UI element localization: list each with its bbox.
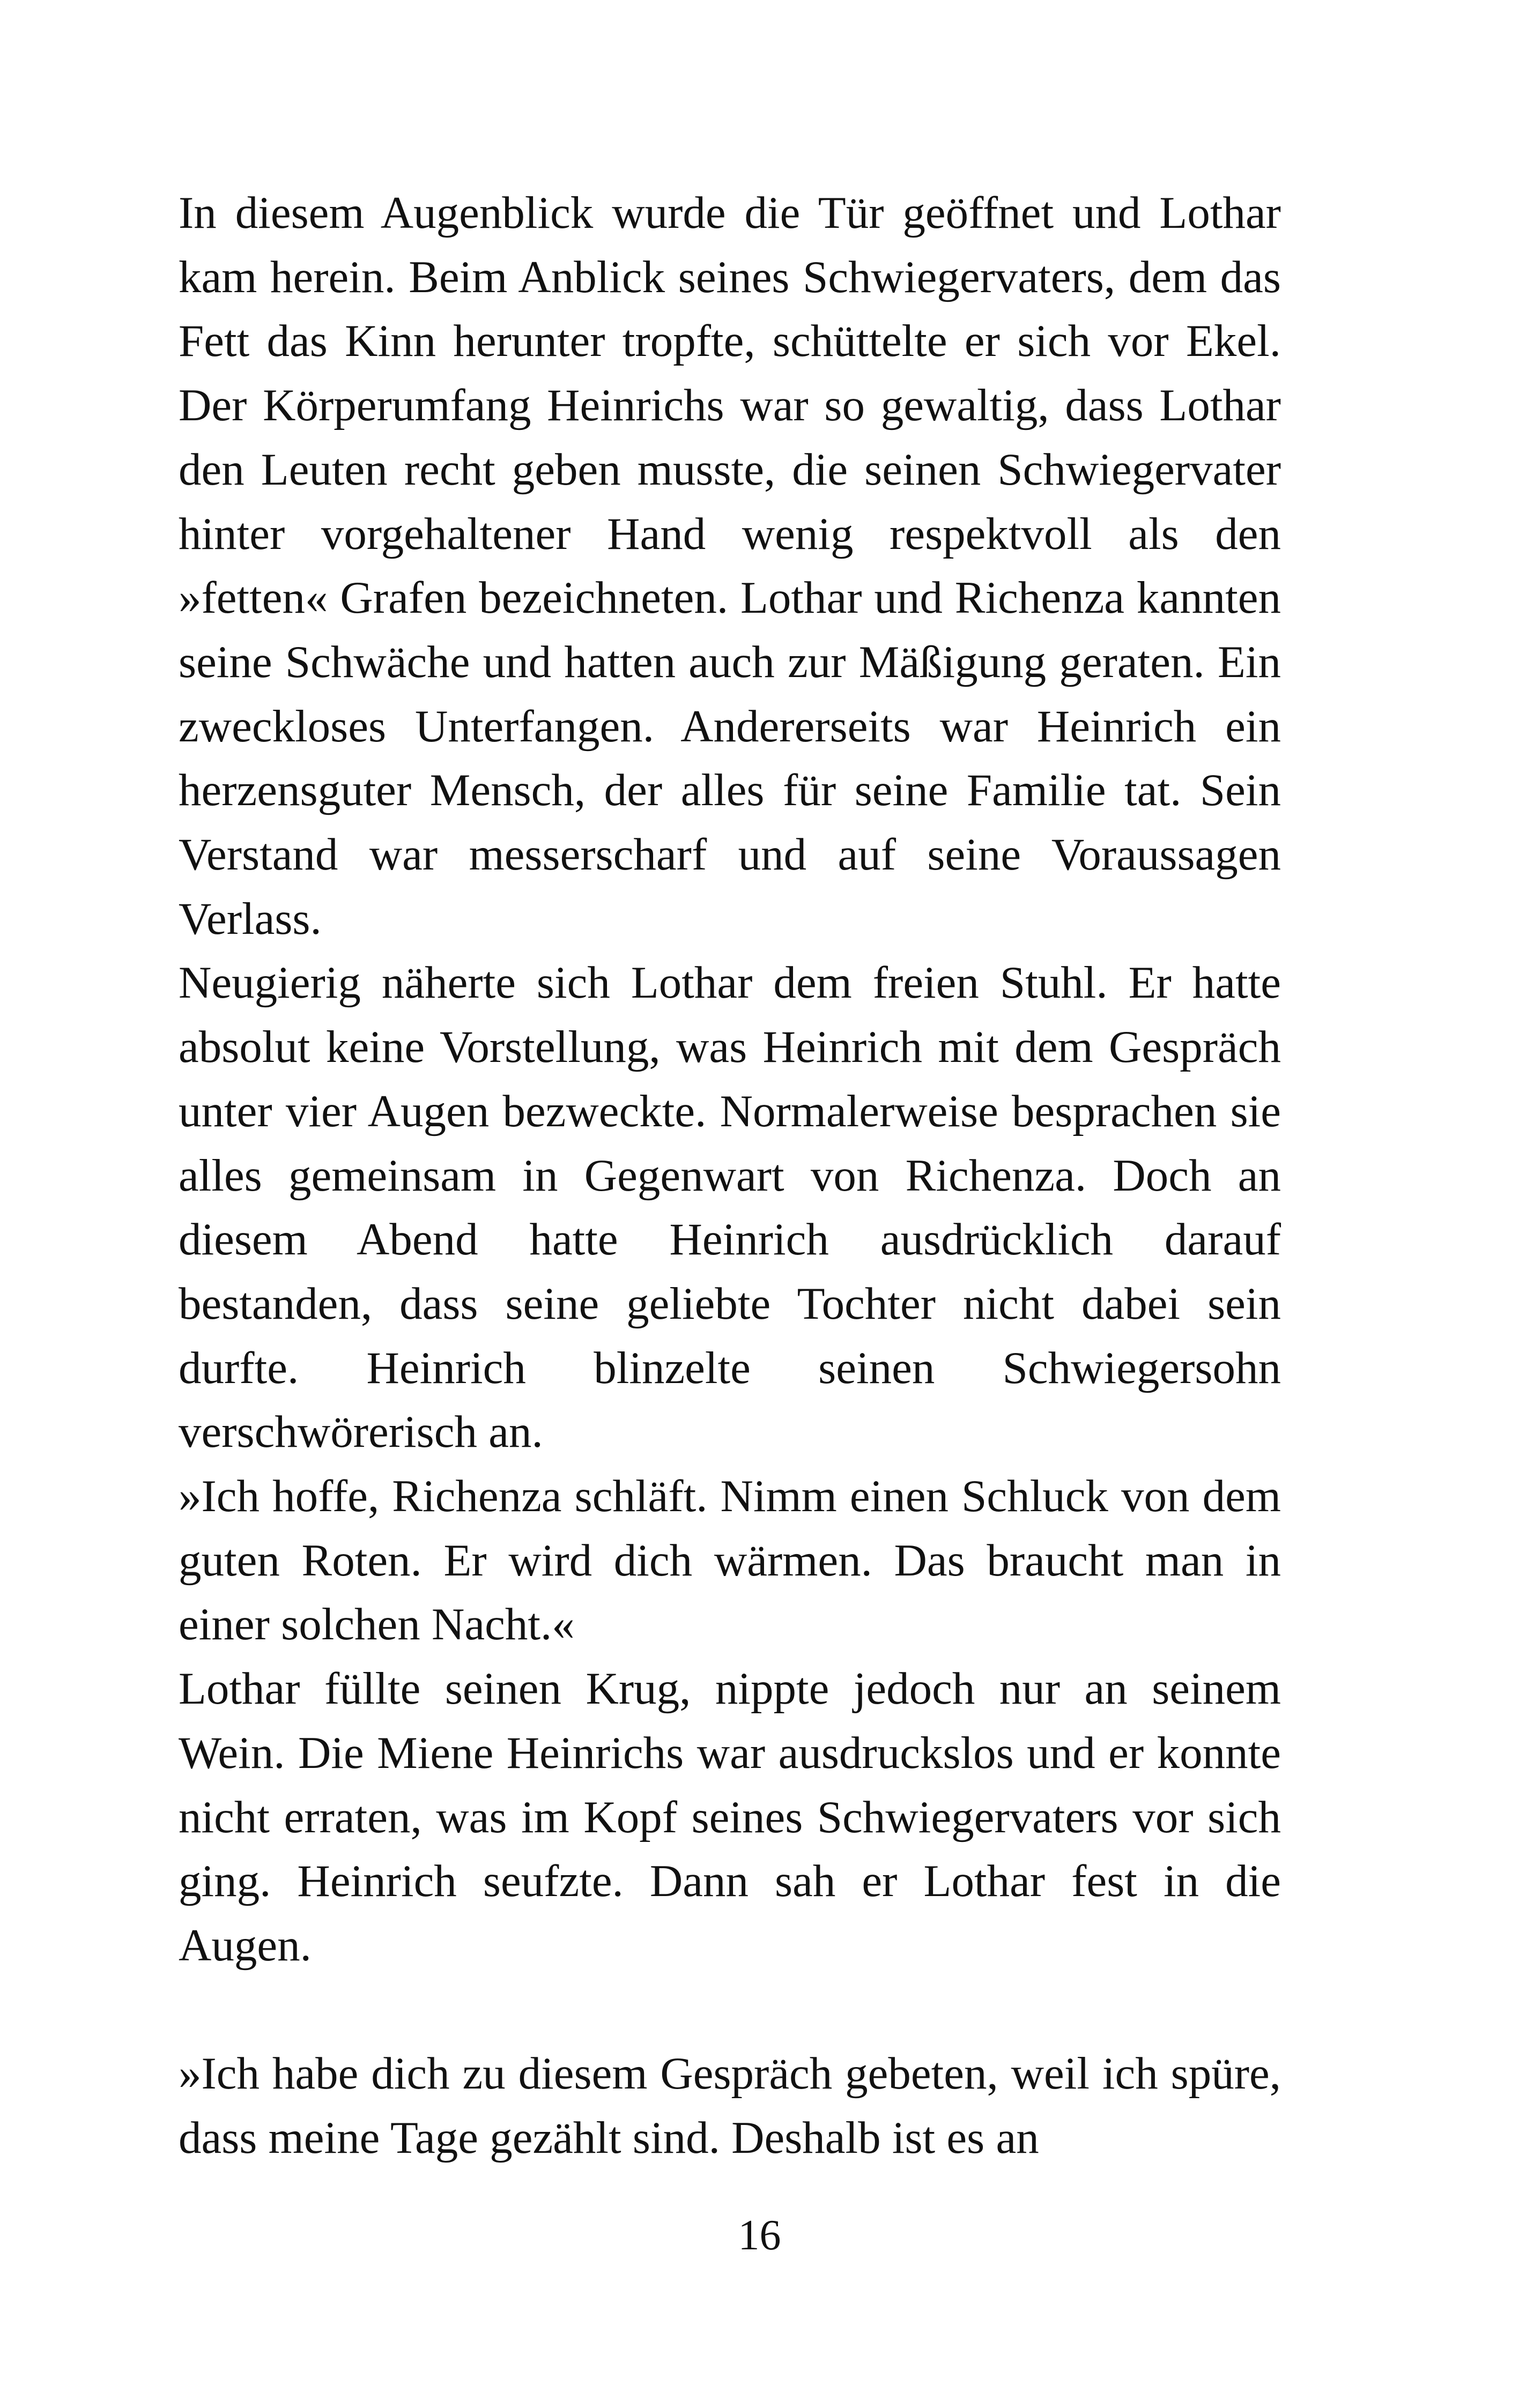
paragraph: In diesem Augenblick wurde die Tür geöffnet und Lothar kam herein. Beim Anblick seines Schwiegervaters, dem das Fett das Kinn herunter tropfte, schüttelte er sich vor Ekel. Der Körperumfang Heinrichs war so gewaltig, dass Lothar den Leuten recht geben musste, die seinen Schwiegervater hinter vorgehaltener Hand wenig respektvoll als den »fetten« Grafen bezeichneten. Lothar und Richenza kannten seine Schwäche und hatten auch zur Mäßigung geraten. Ein zweckloses Unterfangen. Andererseits war Heinrich ein herzensguter Mensch, der alles für seine Familie tat. Sein Verstand war messerscharf und auf seine Voraussagen Verlass. <box>179 188 1281 944</box>
paragraph: »Ich habe dich zu diesem Gespräch gebeten, weil ich spüre, dass meine Tage gezählt sind. Deshalb ist es an <box>179 2048 1281 2164</box>
paragraph: Lothar füllte seinen Krug, nippte jedoch nur an seinem Wein. Die Miene Heinrichs war ausdruckslos und er konnte nicht erraten, was im Kopf seines Schwiegervaters vor sich ging. Heinrich seufzte. Dann sah er Lothar fest in die Augen. <box>179 1663 1281 1971</box>
paragraph: Neugierig näherte sich Lothar dem freien Stuhl. Er hatte absolut keine Vorstellung, was Heinrich mit dem Gespräch unter vier Augen bezweckte. Normalerweise besprachen sie alles gemeinsam in Gegenwart von Richenza. Doch an diesem Abend hatte Heinrich ausdrücklich darauf bestanden, dass seine geliebte Tochter nicht dabei sein durfte. Heinrich blinzelte seinen Schwiegersohn verschwörerisch an. <box>179 957 1281 1458</box>
page-number: 16 <box>738 2212 781 2259</box>
paragraph: »Ich hoffe, Richenza schläft. Nimm einen Schluck von dem guten Roten. Er wird dich wärmen. Das braucht man in einer solchen Nacht.« <box>179 1471 1281 1650</box>
body-text <box>179 181 1281 2171</box>
